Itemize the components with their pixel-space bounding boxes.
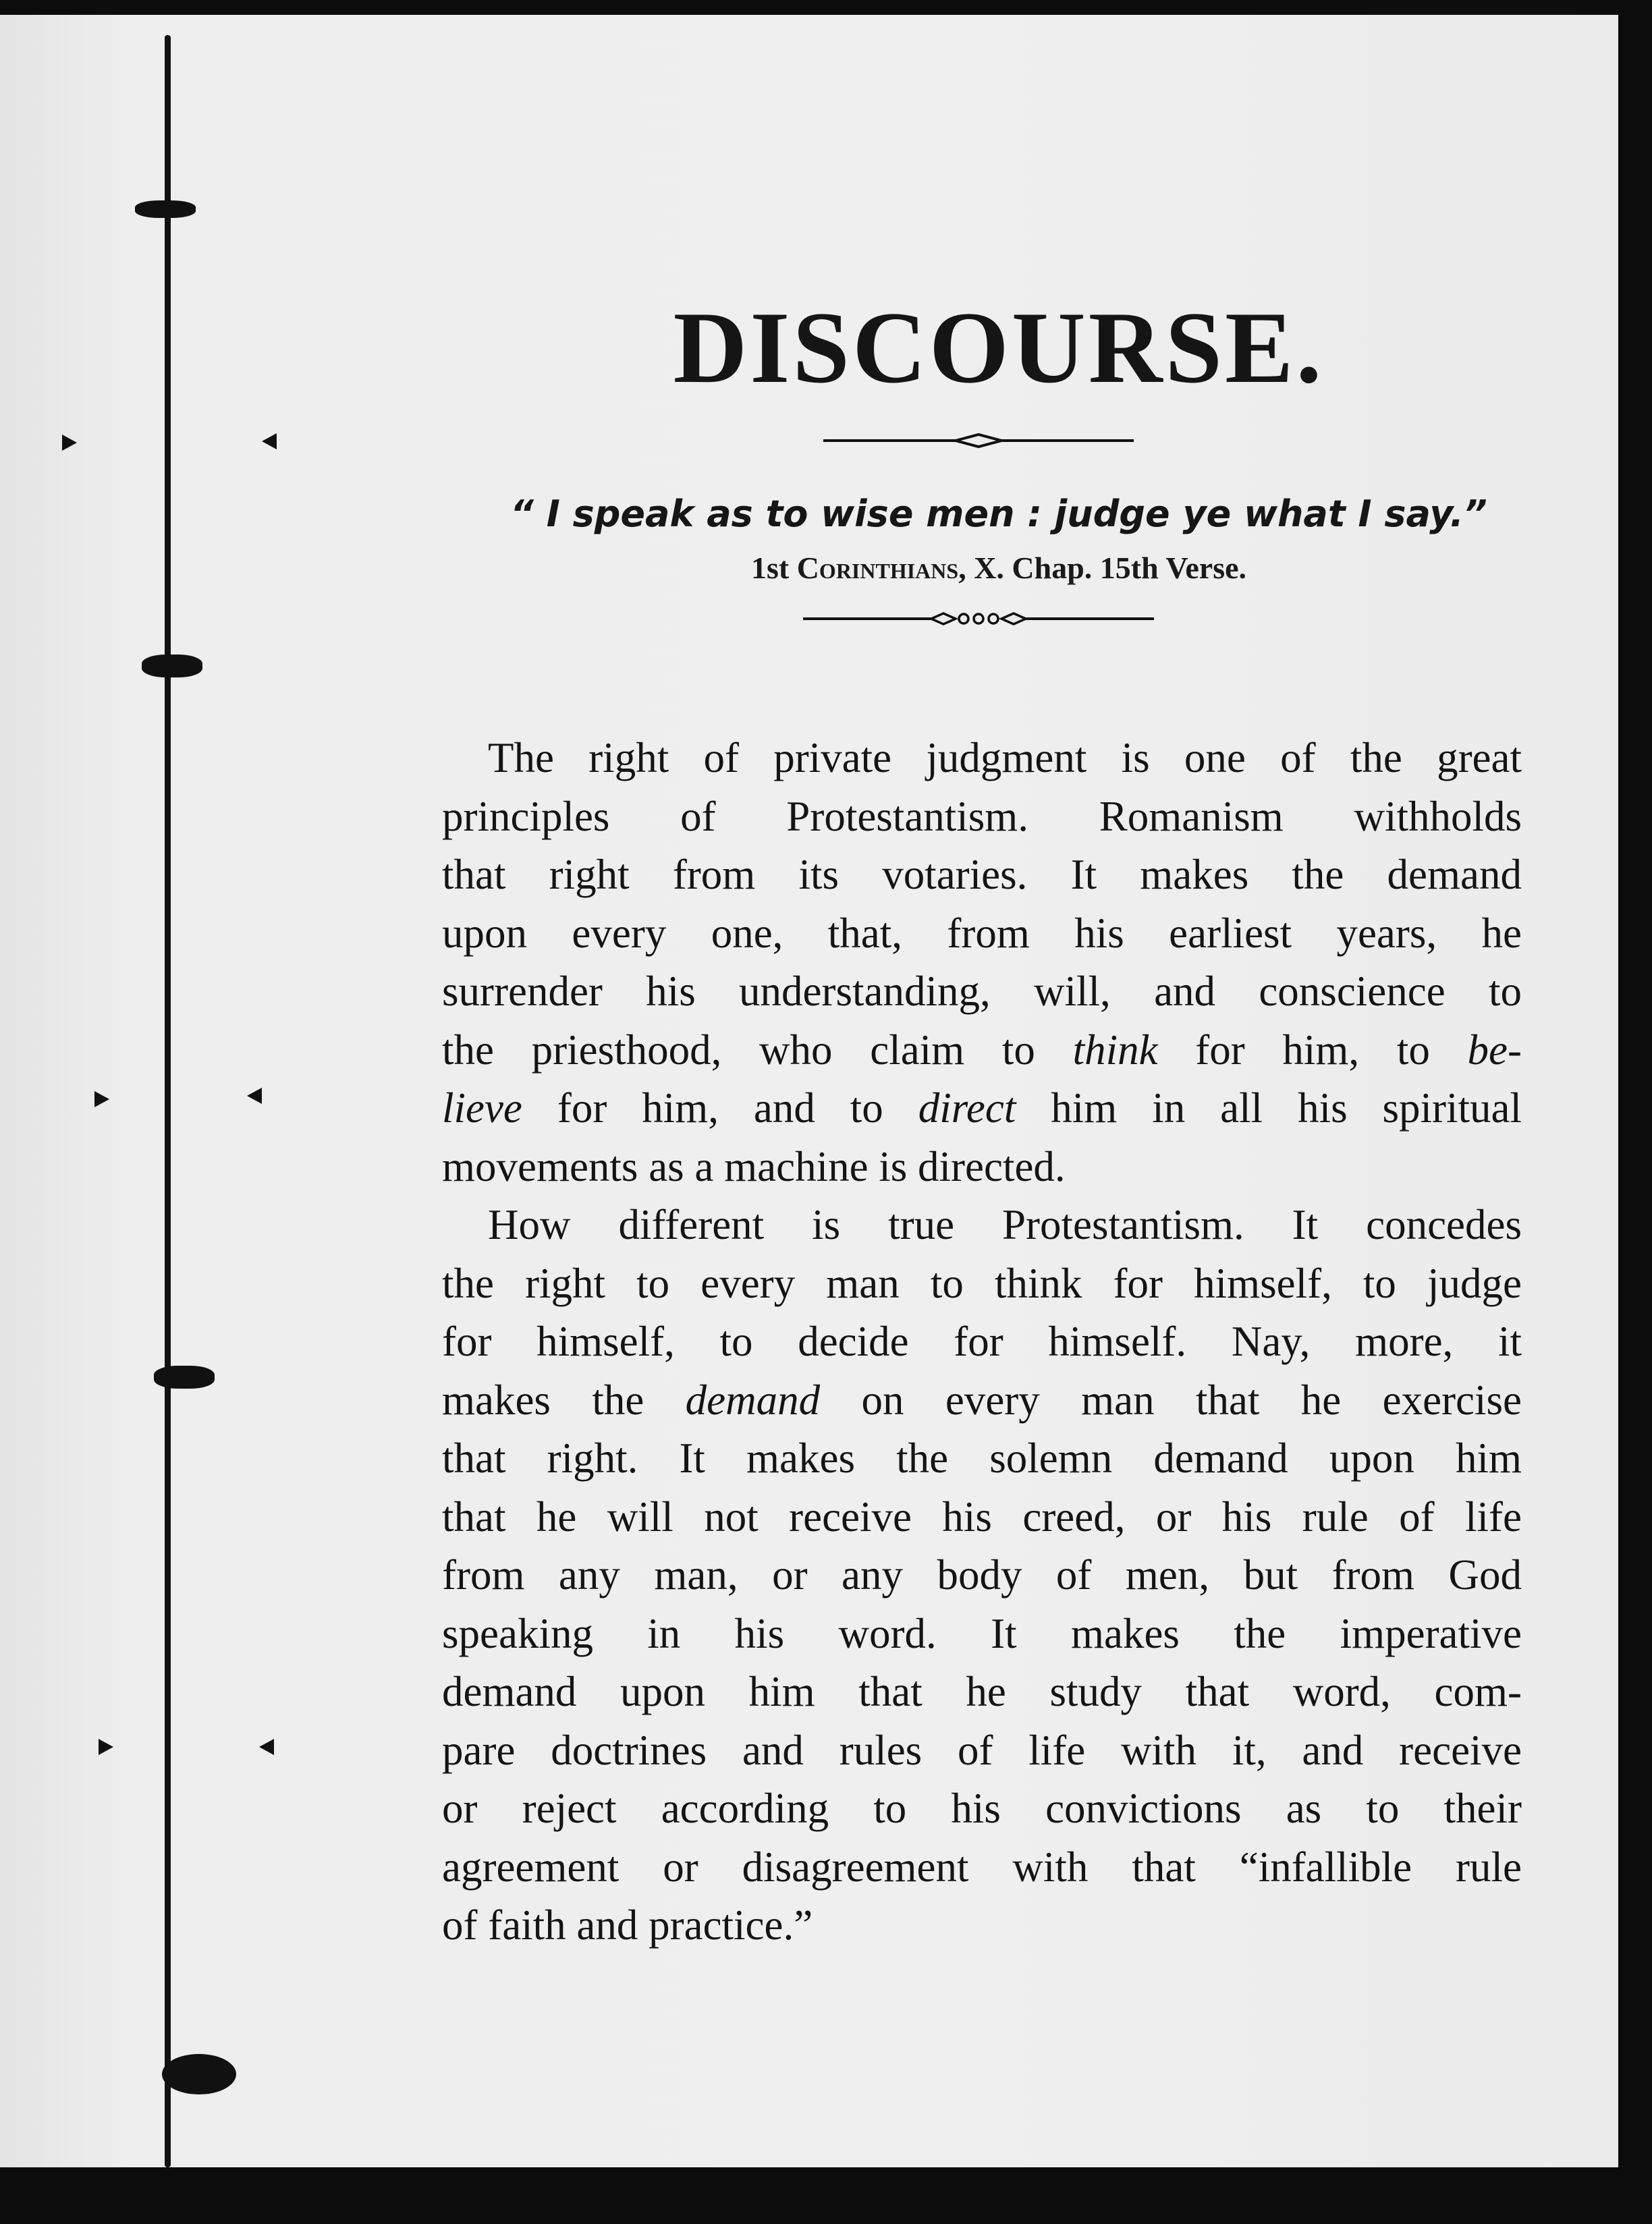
emphasis-word: lieve [442,1084,522,1132]
text-line: speaking in his word. It makes the imperative [442,1609,1522,1657]
epigraph-quote: “ I speak as to wise men : judge ye what I say.” [510,493,1487,535]
text-line: that he will not receive his creed, or his rule of life [442,1493,1522,1540]
text-line: for himself, to decide for himself. Nay, more, it [442,1318,1522,1365]
text-line: or reject according to his convictions as to their [442,1785,1522,1832]
text-line: demand upon him that he study that word, com- [442,1668,1522,1715]
binding-stitch [162,2054,236,2094]
text-line: that right. It makes the solemn demand upon him [442,1435,1522,1482]
page-header [432,283,1525,629]
emphasis-word: direct [918,1084,1016,1132]
text-segment: him in all his spiritual [1016,1084,1522,1132]
text-line: that right from its votaries. It makes the demand [442,851,1522,898]
binding-mark [259,1739,274,1755]
page-title: DISCOURSE. [673,291,1325,404]
text-line [442,1021,1522,1080]
emphasis-word: be- [1467,1026,1522,1074]
text-segment: for him, and to [522,1084,918,1132]
binding-mark [247,1088,262,1104]
text-line: of faith and practice.” [442,1901,813,1949]
text-line: upon every one, that, from his earliest years, he [442,909,1522,957]
discourse-body [442,729,1522,1955]
binding-mark [94,1091,109,1107]
text-segment: the priesthood, who claim to [442,1026,1073,1074]
citation-reference: X. Chap. 15th Verse. [974,551,1247,585]
text-segment: makes the [442,1376,686,1424]
text-line: How different is true Protestantism. It concedes [488,1201,1522,1248]
binding-line [165,35,171,2167]
binding-mark [62,435,77,451]
text-segment: for him, to [1157,1026,1468,1074]
text-line [442,1079,1522,1138]
citation-prefix: 1st [750,551,790,585]
text-line: from any man, or any body of men, but from God [442,1551,1522,1598]
text-line: The right of private judgment is one of the great [488,734,1522,781]
text-line: the right to every man to think for himself, to judge [442,1259,1522,1307]
ornamental-rule [823,432,1134,449]
binding-stitch [135,200,196,218]
binding-mark [99,1739,113,1755]
text-line [442,1371,1522,1430]
citation-book: Corinthians, [796,551,966,585]
text-segment: on every man that he exercise [820,1376,1522,1424]
text-line: movements as a machine is directed. [442,1142,1066,1190]
binding-mark [262,433,277,449]
text-line: surrender his understanding, will, and conscience to [442,968,1522,1015]
text-line: principles of Protestantism. Romanism withholds [442,792,1522,840]
emphasis-word: demand [685,1376,821,1424]
epigraph-citation [432,550,1525,586]
text-line: pare doctrines and rules of life with it, and receive [442,1726,1522,1774]
binding-stitch [142,655,202,677]
binding-stitch [154,1366,215,1389]
emphasis-word: think [1072,1026,1158,1074]
text-line: agreement or disagreement with that “infallible rule [442,1843,1522,1891]
ornamental-rule [803,609,1154,629]
